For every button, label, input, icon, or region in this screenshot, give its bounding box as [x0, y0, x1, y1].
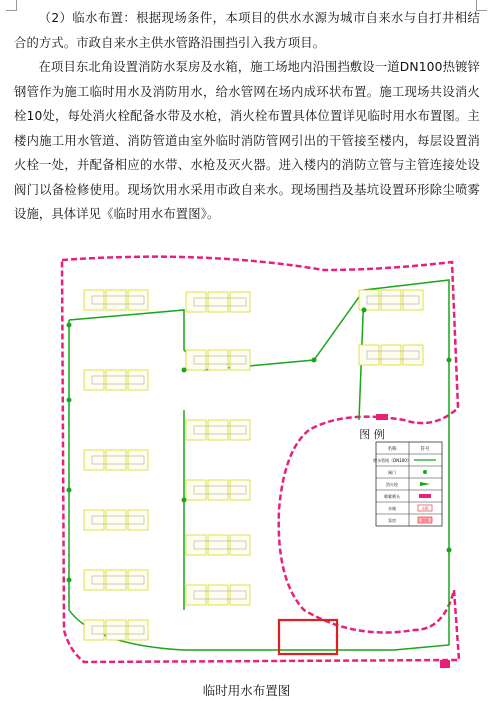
fire-hydrant — [67, 578, 72, 583]
building-block — [186, 420, 250, 440]
legend-header-cell: 符号 — [420, 447, 430, 452]
fire-hydrant — [447, 548, 452, 553]
building-block — [84, 370, 148, 390]
page-corner-mark — [476, 0, 487, 11]
figure-caption: 临时用水布置图 — [202, 683, 291, 698]
building-block — [84, 620, 148, 640]
legend-symbol — [423, 470, 427, 474]
building-block — [186, 585, 250, 605]
spray-device — [376, 414, 388, 420]
fire-hydrant — [182, 368, 187, 373]
legend-item-label: 消火栓 — [386, 482, 398, 487]
fire-hydrant — [362, 308, 367, 313]
site-plan-drawing — [54, 250, 474, 670]
building-block — [186, 292, 250, 312]
site-plan-figure — [54, 250, 474, 670]
body-paragraph: 在项目东北角设置消防水泵房及水箱，施工场地内沿围挡敷设一道DN100热镀锌钢管作为施工临时用水及消防用水，给水管网在场内成环状布置。施工现场共设消火栓10处，每处消火栓配备水带及水枪，消火栓布置具体位置详见临时用水布置图。主楼内施工用水管道、消防管道由室外临时消防管网引出的干管接至楼内，每层设置消火栓一处，并配备相应的水带、水枪及灭火器。进入楼内的消防立管与主管连接处设阀门以备检修使用。现场饮用水采用市政自来水。现场围挡及基坑设置环形除尘喷雾设施，具体详见《临时用水布置图》。 — [14, 60, 480, 221]
svg-text:水箱: 水箱 — [421, 506, 429, 511]
fire-hydrant — [67, 398, 72, 403]
legend-header-cell: 名称 — [387, 447, 397, 452]
fire-hydrant — [67, 488, 72, 493]
svg-text:泵房: 泵房 — [421, 518, 429, 523]
legend-title: 图 例 — [359, 428, 385, 441]
building-block — [84, 290, 148, 310]
fire-hydrant — [312, 358, 317, 363]
building-block — [186, 350, 250, 370]
legend-item-label: 泵房 — [388, 518, 396, 523]
legend-symbol — [418, 517, 432, 523]
building-block — [84, 510, 148, 530]
legend-symbol — [418, 505, 432, 511]
building-block — [84, 450, 148, 470]
page-corner-mark — [6, 0, 17, 11]
fire-hydrant — [182, 498, 187, 503]
legend — [359, 427, 442, 526]
intro-paragraph: （2）临水布置：根据现场条件，本项目的供水水源为城市自来水与自打井相结合的方式。市政自来水主供水管路沿围挡引入我方项目。 — [14, 11, 480, 50]
building-block — [359, 290, 423, 310]
fire-hydrant — [67, 323, 72, 328]
building-block — [84, 570, 148, 590]
building-block — [359, 345, 423, 365]
building-block — [186, 480, 250, 500]
pump-house — [440, 660, 450, 668]
legend-item-label: 水箱 — [388, 506, 396, 511]
fire-hydrant — [447, 358, 452, 363]
building-block — [186, 535, 250, 555]
legend-item-label: 喷雾喷头 — [384, 494, 400, 499]
legend-item-label: 阀门 — [388, 470, 396, 475]
legend-symbol — [419, 494, 431, 498]
legend-item-label: 给水管线（DN100） — [373, 458, 411, 463]
water-tank — [279, 620, 337, 654]
